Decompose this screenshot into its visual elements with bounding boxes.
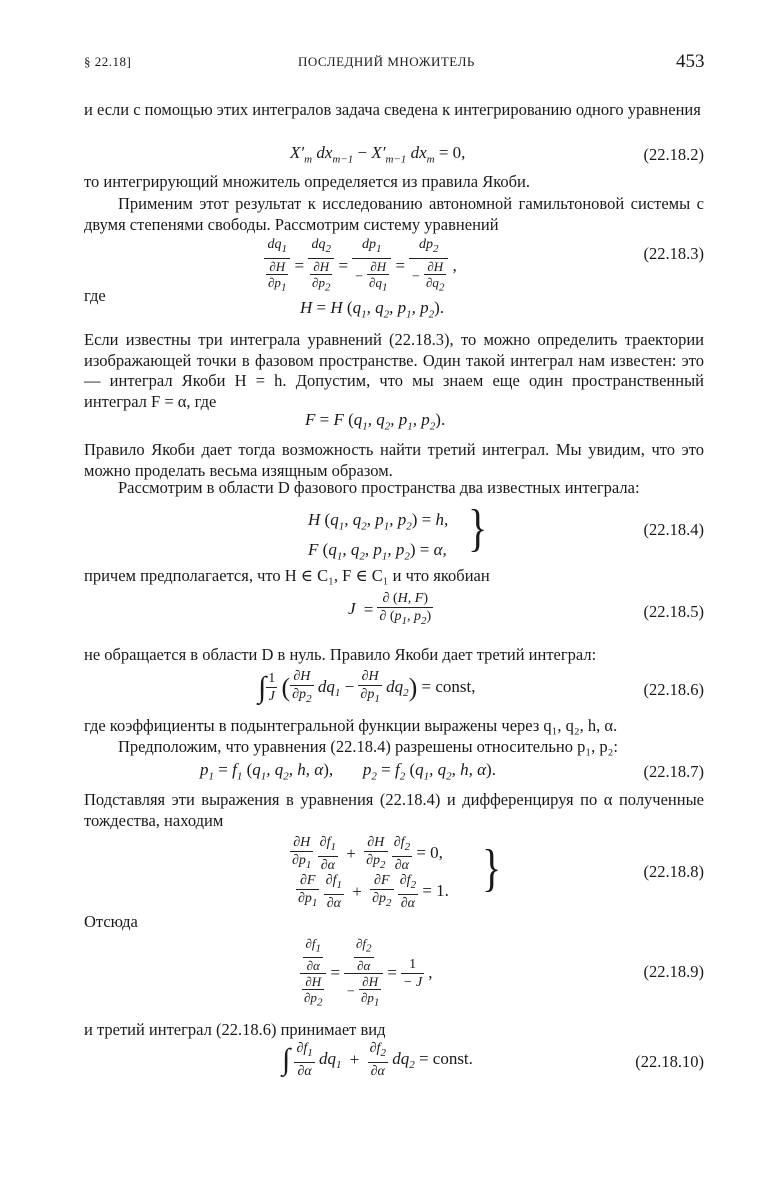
equation-number: (22.18.9) (643, 962, 704, 981)
paragraph: Предположим, что уравнения (22.18.4) разрешены относительно p₁, p₂: (118, 737, 618, 756)
equation-22-18-10: ∫ $\frac{\partial f_1}{\partial\alpha}$ $dq_1$ + $\frac{\partial f_2}{\partial\alpha}$ $dq_2$ = const. (282, 1041, 473, 1079)
paragraph: Правило Якоби дает тогда возможность найти третий интеграл. Мы увидим, что это можно проделать весьма изящным образом. (84, 440, 704, 480)
paragraph: не обращается в области D в нуль. Правило Якоби дает третий интеграл: (84, 645, 597, 664)
equation-22-18-8-line2: $\frac{\partial F}{\partial p_1}$ $\frac{\partial f_1}{\partial\alpha}$ + $\frac{\partial F}{\partial p_2}$ $\frac{\partial f_2}{\partial\alpha}$ = 1. (298, 873, 449, 911)
equation-22-18-6: ∫ $\frac{1}{J}$ ( $\frac{\partial H}{\partial p_2}$ $dq_1$ − $\frac{\partial H}{\partial p_1}$ $dq_2$) = const, (258, 669, 476, 705)
paragraph: Применим этот результат к исследованию автономной гамильтоновой системы с двумя степенями свободы. Рассмотрим систему уравнений (84, 194, 704, 234)
const-label: = const. (418, 1048, 473, 1068)
equation-number: (22.18.5) (643, 602, 704, 621)
right-brace: } (468, 498, 488, 557)
where-label: где (84, 286, 106, 305)
equation-22-18-2: $X'_m$ $dx_{m-1} - X'_{m-1}$ $dx_m = 0$, (290, 143, 466, 166)
hence-label: Отсюда (84, 912, 138, 931)
equation-number: (22.18.4) (643, 520, 704, 539)
equation-22-18-8-line1: $\frac{\partial H}{\partial p_1}$ $\frac{\partial f_1}{\partial\alpha}$ + $\frac{\partial H}{\partial p_2}$ $\frac{\partial f_2}{\partial\alpha}$ = 0, (292, 835, 443, 873)
paragraph: Подставляя эти выражения в уравнения (22.18.4) и дифференцируя по α полученные тождества, находим (84, 790, 704, 830)
paragraph: Рассмотрим в области D фазового пространства два известных интеграла: (118, 478, 640, 497)
equation-22-18-3: $\frac{dq_1}{\frac{\partial H}{\partial p_1}}$ = $\frac{dq_2}{\frac{\partial H}{\partial p_2}}$ = $dp_1$ − $\frac{\partial H}{\partial q_1}$ = $dp_2$ − $\frac{\partial H}{\partial q_2}$ , (264, 236, 461, 295)
equation-number: (22.18.6) (643, 680, 704, 699)
page-number: 453 (676, 51, 705, 72)
paragraph: где коэффициенты в подынтегральной функции выражены через q₁, q₂, h, α. (84, 716, 618, 735)
paragraph: Если известны три интеграла уравнений (22.18.3), то можно определить траектории изображающей точки в фазовом пространстве. Один такой интеграл нам известен: это — интеграл Якоби H = h. Допустим, что мы знаем еще один пространственный интеграл F = α, где (84, 330, 704, 411)
paragraph: то интегрирующий множитель определяется из правила Якоби. (84, 172, 530, 191)
equation-22-18-5: J = $\frac{\partial (H, F)}{\partial (p_1, p_2)}$ (348, 591, 432, 627)
equation-number: (22.18.10) (635, 1052, 704, 1071)
equation-F: F = F ($q_1$, $q_2$, $p_1$, $p_2$). (305, 410, 446, 433)
const-label: = const, (421, 676, 476, 696)
running-title: ПОСЛЕДНИЙ МНОЖИТЕЛЬ (298, 54, 475, 69)
equation-number: (22.18.8) (643, 862, 704, 881)
paragraph: и третий интеграл (22.18.6) принимает вид (84, 1020, 386, 1039)
equation-number: (22.18.7) (643, 762, 704, 781)
equation-number: (22.18.2) (643, 145, 704, 164)
equation-22-18-7: $p_1 = f_1$ ($q_1$, $q_2$, h, α), $p_2 = f_2$ ($q_1$, $q_2$, h, α). (200, 760, 496, 783)
paragraph: причем предполагается, что H ∈ C₁, F ∈ C₁ и что якобиан (84, 566, 490, 585)
paragraph: и если с помощью этих интегралов задача сведена к интегрированию одного уравнения (84, 100, 701, 119)
section-ref: § 22.18] (84, 54, 132, 69)
right-brace: } (482, 838, 502, 897)
equation-H: H = H ($q_1$, $q_2$, $p_1$, $p_2$). (300, 298, 444, 321)
equation-22-18-4: H ($q_1$, $q_2$, $p_1$, $p_2) = h$, F ($q_1$, $q_2$, $p_1$, $p_2) = \alpha$, (308, 510, 449, 563)
equation-22-18-9: $\frac{\frac{\partial f_1}{\partial\alpha}}{\frac{\partial H}{\partial p_2}}$ = $\frac{\partial f_2}{\partial\alpha}$ − $\frac{\partial H}{\partial p_1}$ = $\frac{1}{- J}$ , (300, 936, 436, 1010)
equation-number: (22.18.3) (643, 244, 704, 263)
